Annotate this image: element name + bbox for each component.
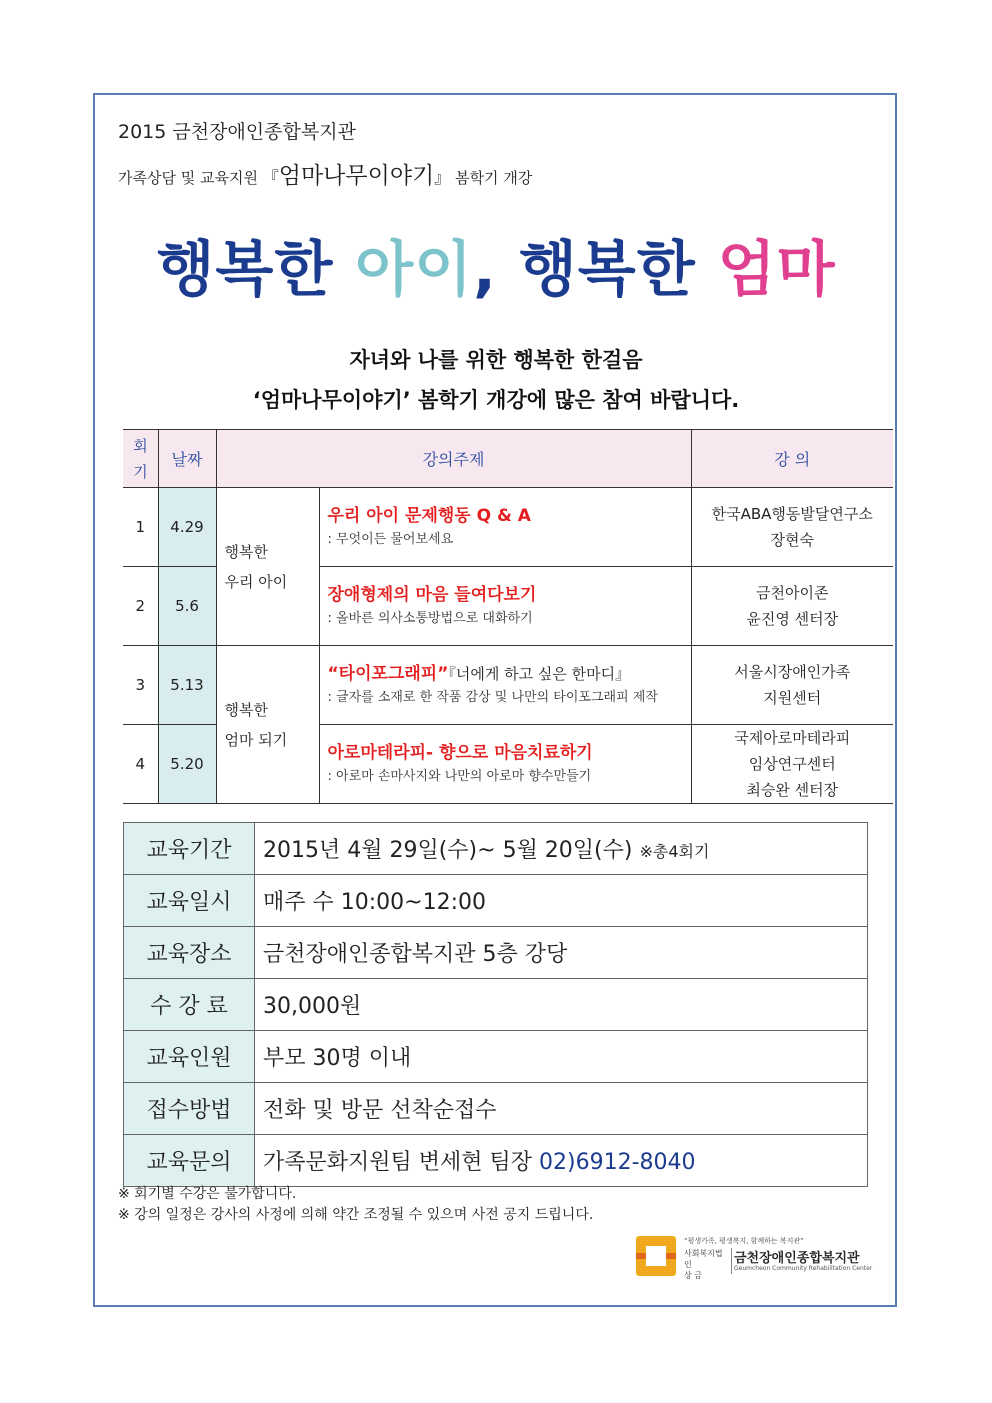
info-value: 가족문화지원팀 변세현 팀장 02)6912-8040 <box>255 1135 868 1187</box>
info-value: 부모 30명 이내 <box>255 1031 868 1083</box>
info-value: 금천장애인종합복지관 5층 강당 <box>255 927 868 979</box>
info-label: 교육기간 <box>124 823 255 875</box>
session-date: 5.20 <box>158 725 216 804</box>
lecturer: 국제아로마테라피 임상연구센터 최승완 센터장 <box>691 725 893 804</box>
footnotes <box>118 1184 593 1226</box>
info-table <box>123 822 868 1187</box>
logo-divider <box>731 1248 732 1274</box>
topic-title: 아로마테라피- 향으로 마음치료하기 <box>327 743 593 763</box>
session-topic <box>319 488 691 567</box>
footnote-1: ※ 회기별 수강은 불가합니다. <box>118 1186 297 1202</box>
subtitle-prefix: 가족상담 및 교육지원 <box>118 169 258 187</box>
logo-org-name: 금천장애인종합복지관 <box>734 1251 860 1266</box>
header-session: 회기 <box>123 430 158 488</box>
topic-description: : 아로마 손마사지와 나만의 아로마 향수만들기 <box>327 769 592 784</box>
org-logo <box>636 1236 876 1280</box>
topic-title: “타이포그래피” <box>327 664 449 684</box>
session-number: 4 <box>123 725 158 804</box>
session-number: 1 <box>123 488 158 567</box>
info-value: 30,000원 <box>255 979 868 1031</box>
header-lecturer: 강 의 <box>691 430 893 488</box>
session-date: 5.6 <box>158 567 216 646</box>
intro-line-2: ‘엄마나무이야기’ 봄학기 개강에 많은 참여 바랍니다. <box>252 388 740 412</box>
topic-description: : 글자를 소재로 한 작품 감상 및 나만의 타이포그래피 제작 <box>327 690 658 705</box>
logo-slogan: “평생가족, 평생복지, 함께하는 복지관” <box>684 1237 804 1245</box>
info-row-contact <box>124 1135 868 1187</box>
info-row-time <box>124 875 868 927</box>
bracket-close: 』 <box>434 168 451 187</box>
lecturer: 금천아이존 윤진영 센터장 <box>691 567 893 646</box>
logo-corp: 사회복지법인 상 금 <box>684 1249 723 1280</box>
session-topic <box>319 567 691 646</box>
lecturer: 한국ABA행동발달연구소 장현숙 <box>691 488 893 567</box>
schedule-header-row <box>123 430 893 488</box>
info-row-capacity <box>124 1031 868 1083</box>
info-label: 수 강 료 <box>124 979 255 1031</box>
subtitle-suffix: 봄학기 개강 <box>455 169 533 187</box>
info-label: 접수방법 <box>124 1083 255 1135</box>
session-topic <box>319 725 691 804</box>
theme-group: 행복한 우리 아이 <box>216 488 319 646</box>
topic-description: : 올바른 의사소통방법으로 대화하기 <box>327 611 533 626</box>
header-date: 날짜 <box>158 430 216 488</box>
headline-mom: 엄마 <box>717 235 836 305</box>
header-topic: 강의주제 <box>216 430 691 488</box>
contact-phone: 02)6912-8040 <box>539 1150 696 1175</box>
topic-title-extra: 『너에게 하고 싶은 한마디』 <box>448 665 631 683</box>
intro-text <box>0 340 992 420</box>
lecturer: 서울시장애인가족 지원센터 <box>691 646 893 725</box>
session-date: 5.13 <box>158 646 216 725</box>
logo-mark-icon <box>636 1236 676 1276</box>
info-label: 교육인원 <box>124 1031 255 1083</box>
info-row-fee <box>124 979 868 1031</box>
headline-part-1: 행복한 <box>156 235 356 305</box>
bracket-open: 『 <box>262 168 279 187</box>
intro-line-1: 자녀와 나를 위한 행복한 한걸음 <box>349 348 643 372</box>
info-row-place <box>124 927 868 979</box>
org-name: 2015 금천장애인종합복지관 <box>118 121 356 143</box>
headline-child: 아이 <box>355 235 474 305</box>
topic-title: 우리 아이 문제행동 Q & A <box>327 506 531 526</box>
session-number: 2 <box>123 567 158 646</box>
info-note: ※총4회기 <box>639 842 710 861</box>
session-topic <box>319 646 691 725</box>
logo-english-name: Geumcheon Community Rehabilitation Center <box>734 1265 873 1272</box>
program-title: 엄마나무이야기 <box>278 163 435 189</box>
theme-group: 행복한 엄마 되기 <box>216 646 319 804</box>
info-value: 전화 및 방문 선착순접수 <box>255 1083 868 1135</box>
session-date: 4.29 <box>158 488 216 567</box>
headline <box>0 222 992 308</box>
schedule-table <box>123 429 893 804</box>
session-number: 3 <box>123 646 158 725</box>
table-row <box>123 488 893 567</box>
info-label: 교육일시 <box>124 875 255 927</box>
table-row <box>123 646 893 725</box>
program-subtitle <box>118 157 532 190</box>
topic-description: : 무엇이든 물어보세요 <box>327 532 454 547</box>
info-label: 교육장소 <box>124 927 255 979</box>
footnote-2: ※ 강의 일정은 강사의 사정에 의해 약간 조정될 수 있으며 사전 공지 드립니다. <box>118 1207 594 1223</box>
info-row-registration <box>124 1083 868 1135</box>
info-value: 매주 수 10:00~12:00 <box>255 875 868 927</box>
info-label: 교육문의 <box>124 1135 255 1187</box>
headline-part-3: , 행복한 <box>473 235 718 305</box>
info-row-period <box>124 823 868 875</box>
info-value: 2015년 4월 29일(수)~ 5월 20일(수) ※총4회기 <box>255 823 868 875</box>
topic-title: 장애형제의 마음 들여다보기 <box>327 585 537 605</box>
